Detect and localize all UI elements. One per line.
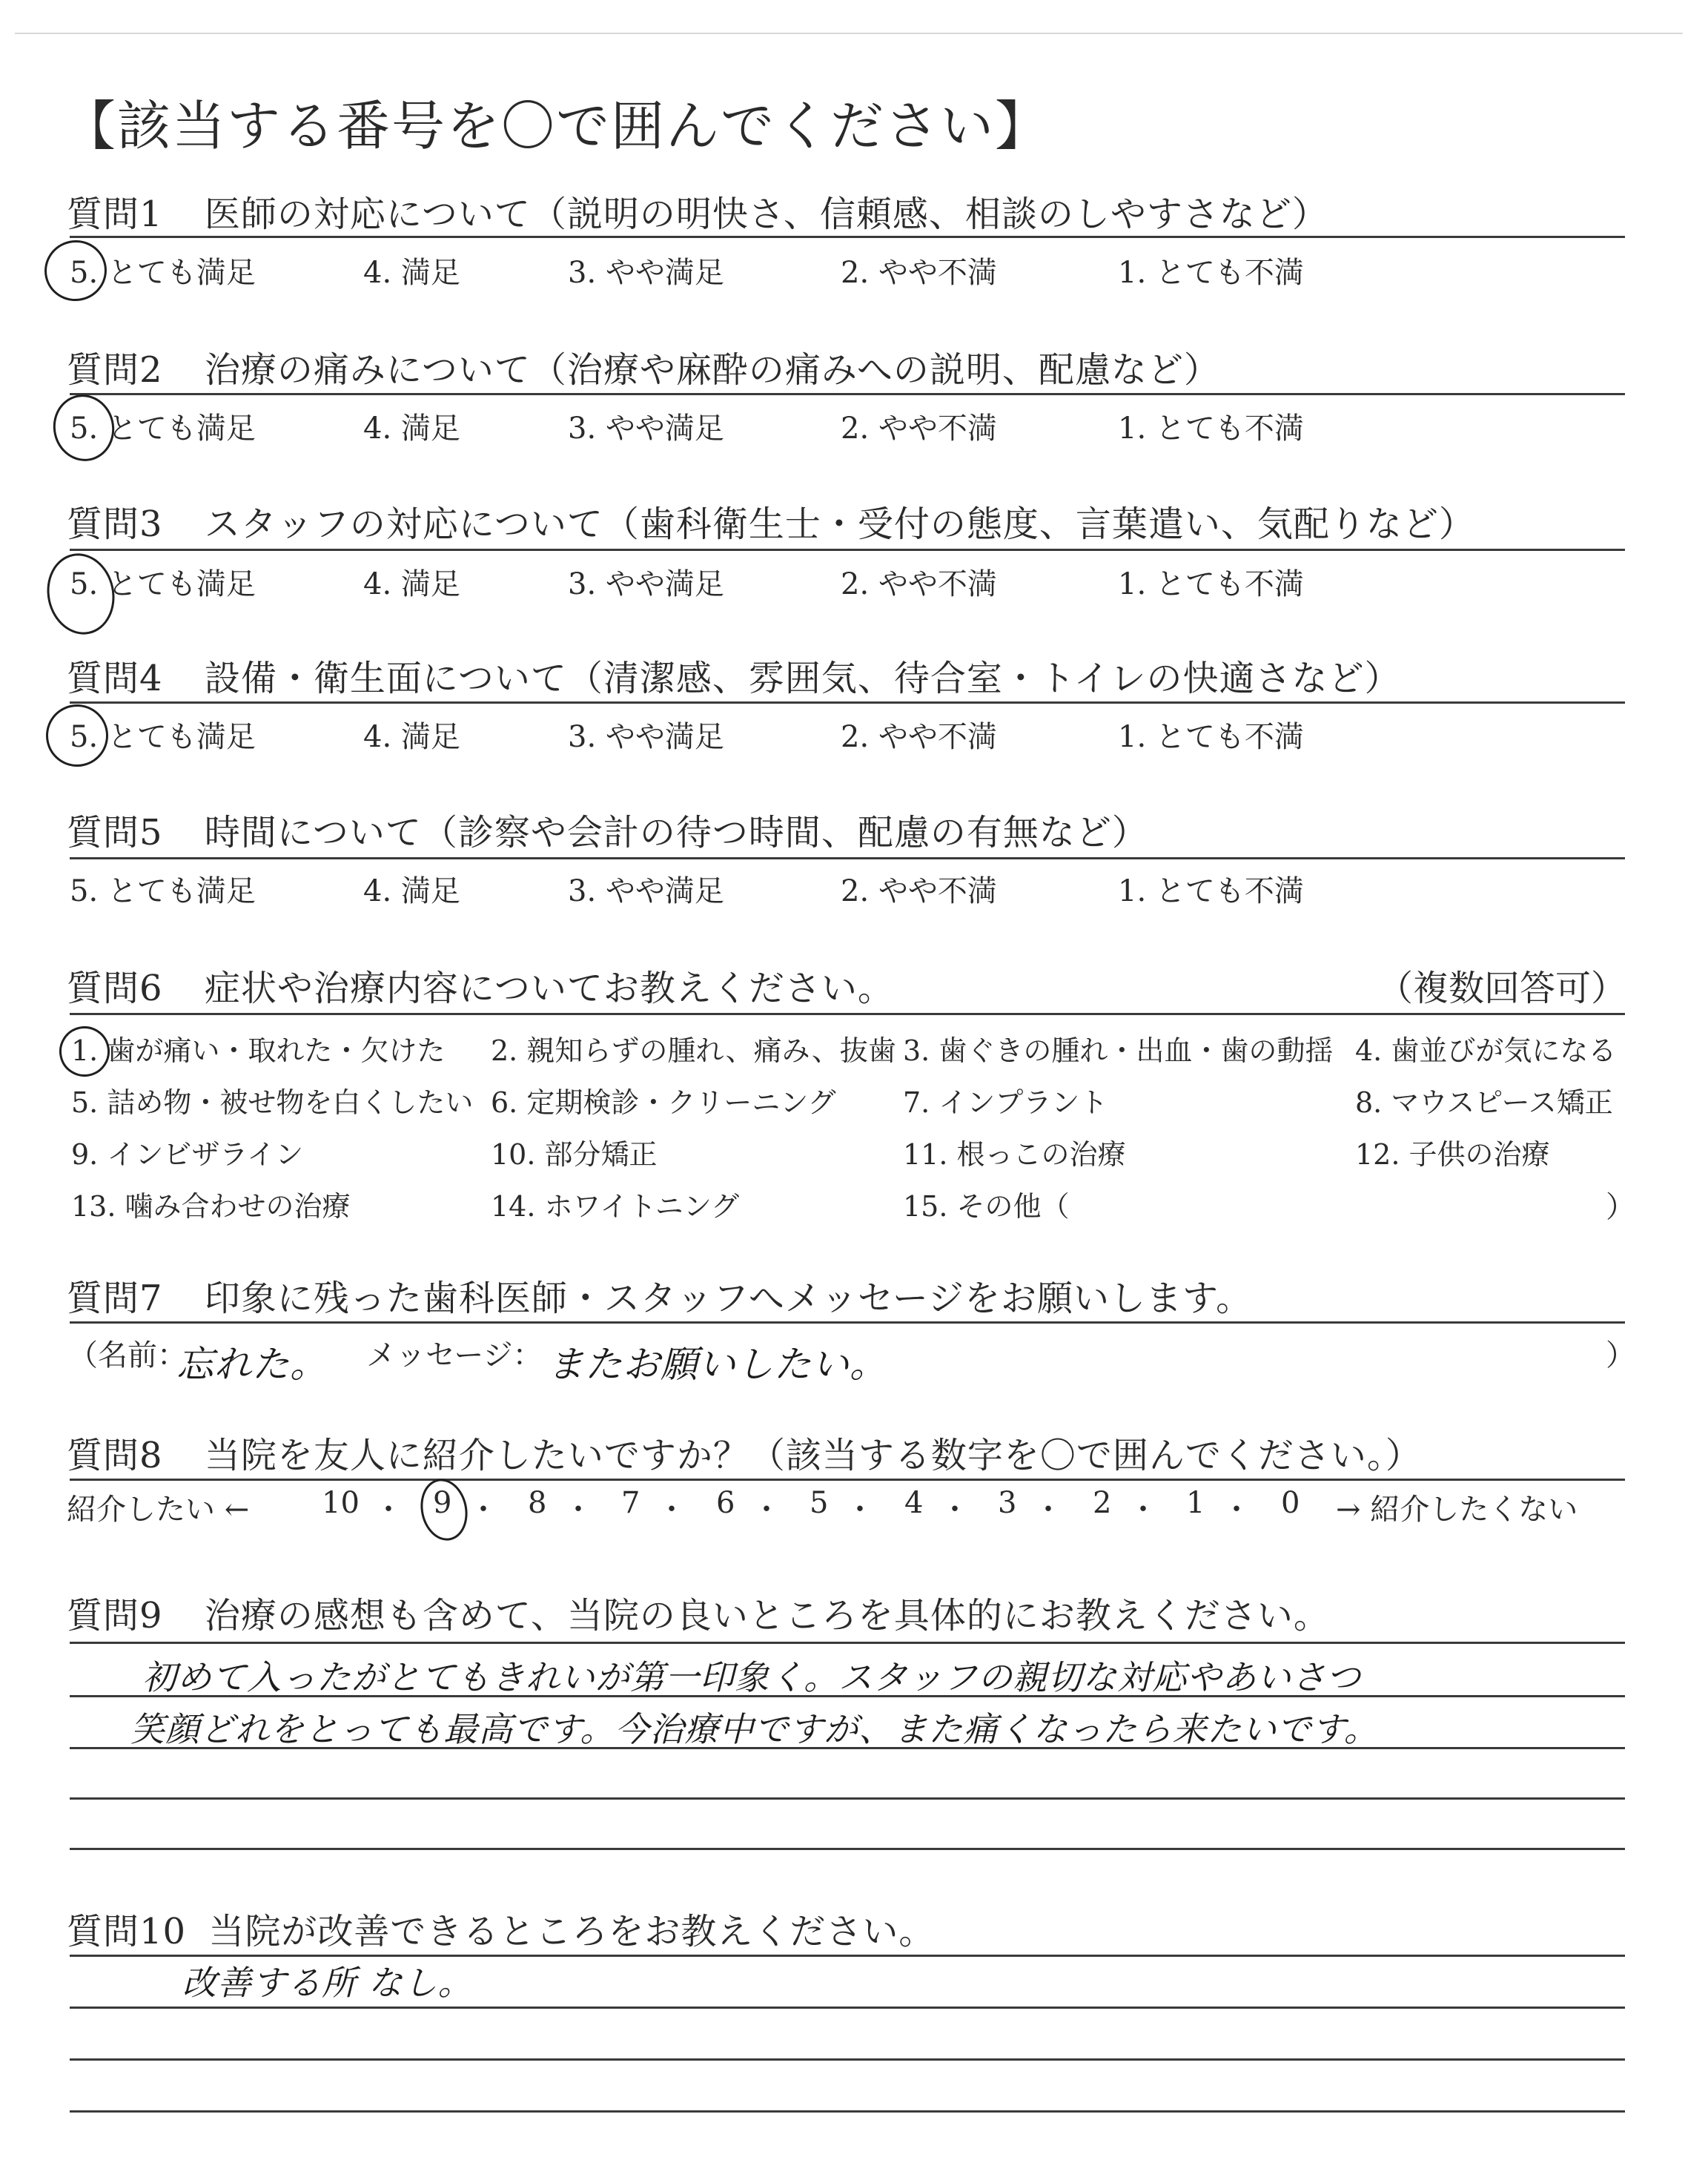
option-13[interactable]: 13. 噛み合わせの治療 [71, 1190, 351, 1223]
scale-separator: ・ [1128, 1493, 1158, 1527]
scale-separator: ・ [563, 1493, 593, 1527]
answer-text-line-2[interactable]: 笑顔どれをとっても最高です。今治療中ですが、また痛くなったら来たいです。 [130, 1709, 1379, 1749]
scale-separator: ・ [1033, 1493, 1063, 1527]
divider [70, 857, 1625, 859]
scale-6[interactable]: 6 [716, 1486, 735, 1520]
scale-separator: ・ [657, 1493, 686, 1527]
option-2[interactable]: 2. やや不満 [841, 567, 997, 601]
question-label: 質問2 [67, 349, 163, 391]
divider [70, 236, 1625, 238]
option-11[interactable]: 11. 根っこの治療 [903, 1138, 1126, 1171]
scale-10[interactable]: 10 [322, 1486, 360, 1520]
question-text: 治療の痛みについて（治療や麻酔の痛みへの説明、配慮など） [204, 349, 1220, 391]
option-7[interactable]: 7. インプラント [903, 1086, 1108, 1119]
option-6[interactable]: 6. 定期検診・クリーニング [491, 1086, 836, 1119]
divider [70, 1479, 1625, 1481]
option-12[interactable]: 12. 子供の治療 [1355, 1138, 1550, 1171]
selection-circle [39, 234, 112, 307]
option-3[interactable]: 3. やや満足 [568, 874, 724, 908]
message-close-paren: ） [1606, 1338, 1635, 1373]
question-label: 質問7 [67, 1278, 163, 1319]
scale-0[interactable]: 0 [1281, 1486, 1300, 1520]
option-3[interactable]: 3. やや満足 [568, 256, 724, 290]
selection-circle [415, 1474, 473, 1545]
answer-line [70, 1642, 1625, 1644]
question-text: 時間について（診察や会計の待つ時間、配慮の有無など） [204, 812, 1148, 853]
message-label: メッセージ： [366, 1338, 543, 1373]
divider [70, 1013, 1625, 1015]
divider [70, 701, 1625, 704]
scale-right-label: → 紹介したくない [1336, 1493, 1578, 1527]
scale-9[interactable]: 9 [433, 1486, 452, 1520]
answer-line [70, 2058, 1625, 2061]
option-4[interactable]: 4. 満足 [363, 412, 460, 446]
selection-circle [47, 389, 121, 466]
scale-separator: ・ [469, 1493, 498, 1527]
name-answer[interactable]: 忘れた。 [176, 1343, 328, 1386]
scale-2[interactable]: 2 [1093, 1486, 1112, 1520]
option-2[interactable]: 2. やや不満 [841, 256, 997, 290]
option-4[interactable]: 4. 満足 [363, 256, 460, 290]
scale-separator: ・ [1222, 1493, 1251, 1527]
scale-separator: ・ [845, 1493, 875, 1527]
question-text: 当院を友人に紹介したいですか？（該当する数字を〇で囲んでください。） [204, 1435, 1422, 1476]
other-close-paren: ） [1606, 1190, 1635, 1224]
question-label: 質問9 [67, 1595, 163, 1636]
question-text: 当院が改善できるところをお教えください。 [208, 1911, 936, 1952]
scale-separator: ・ [752, 1493, 781, 1527]
question-text: 設備・衛生面について（清潔感、雰囲気、待合室・トイレの快適さなど） [204, 658, 1401, 699]
question-text: 治療の感想も含めて、当院の良いところを具体的にお教えください。 [204, 1595, 1330, 1636]
option-3[interactable]: 3. やや満足 [568, 720, 724, 754]
question-label: 質問6 [67, 968, 163, 1009]
option-3[interactable]: 3. やや満足 [568, 412, 724, 446]
option-1[interactable]: 1. とても不満 [1118, 720, 1304, 754]
question-text: 印象に残った歯科医師・スタッフへメッセージをお願いします。 [204, 1278, 1253, 1319]
option-14[interactable]: 14. ホワイトニング [491, 1190, 740, 1223]
option-2[interactable]: 2. やや不満 [841, 412, 997, 446]
option-9[interactable]: 9. インビザライン [71, 1138, 304, 1171]
question-label: 質問8 [67, 1435, 163, 1476]
option-2[interactable]: 2. やや不満 [841, 874, 997, 908]
option-5[interactable]: 5. とても満足 [70, 256, 256, 290]
divider [70, 393, 1625, 395]
question-label: 質問10 [67, 1911, 187, 1952]
answer-line [70, 2007, 1625, 2009]
answer-text-line-1[interactable]: 初めて入ったがとてもきれいが第一印象く。スタッフの親切な対応やあいさつ [142, 1657, 1362, 1697]
answer-line [70, 2110, 1625, 2113]
scale-left-label: 紹介したい ← [67, 1493, 250, 1527]
option-5[interactable]: 5. とても満足 [70, 874, 256, 908]
option-1[interactable]: 1. とても不満 [1118, 412, 1304, 446]
option-2[interactable]: 2. 親知らずの腫れ、痛み、抜歯 [491, 1034, 896, 1067]
option-5[interactable]: 5. 詰め物・被せ物を白くしたい [71, 1086, 474, 1119]
option-1[interactable]: 1. とても不満 [1118, 256, 1304, 290]
option-4[interactable]: 4. 歯並びが気になる [1355, 1034, 1617, 1067]
answer-line [70, 1797, 1625, 1800]
scan-edge [15, 33, 1683, 34]
option-5[interactable]: 5. とても満足 [70, 412, 256, 446]
scale-3[interactable]: 3 [998, 1486, 1017, 1520]
scale-8[interactable]: 8 [528, 1486, 547, 1520]
divider [70, 1321, 1625, 1324]
question-label: 質問4 [67, 658, 163, 699]
question-text: 医師の対応について（説明の明快さ、信頼感、相談のしやすさなど） [204, 194, 1328, 235]
answer-line [70, 1848, 1625, 1850]
form-heading: 【該当する番号を〇で囲んでください】 [62, 95, 1050, 157]
multiple-answers-note: （複数回答可） [1377, 968, 1626, 1009]
option-15[interactable]: 15. その他（ [903, 1190, 1070, 1223]
option-3[interactable]: 3. やや満足 [568, 567, 724, 601]
selection-circle [40, 698, 114, 773]
question-text: 症状や治療内容についてお教えください。 [204, 968, 894, 1009]
option-5[interactable]: 5. とても満足 [70, 567, 256, 601]
question-label: 質問3 [67, 503, 163, 545]
option-2[interactable]: 2. やや不満 [841, 720, 997, 754]
option-4[interactable]: 4. 満足 [363, 720, 460, 754]
scale-7[interactable]: 7 [621, 1486, 640, 1520]
option-1[interactable]: 1. 歯が痛い・取れた・欠けた [71, 1034, 446, 1067]
option-4[interactable]: 4. 満足 [363, 874, 460, 908]
answer-text-line-1[interactable]: 改善する所 なし。 [182, 1963, 473, 2003]
divider [70, 549, 1625, 551]
question-text: スタッフの対応について（歯科衛生士・受付の態度、言葉遣い、気配りなど） [204, 503, 1475, 545]
option-1[interactable]: 1. とても不満 [1118, 874, 1304, 908]
option-3[interactable]: 3. 歯ぐきの腫れ・出血・歯の動揺 [903, 1034, 1334, 1067]
option-10[interactable]: 10. 部分矯正 [491, 1138, 658, 1171]
message-answer[interactable]: またお願いしたい。 [547, 1343, 887, 1386]
scale-1[interactable]: 1 [1186, 1486, 1205, 1520]
name-label: （名前： [68, 1338, 187, 1373]
option-4[interactable]: 4. 満足 [363, 567, 460, 601]
scale-separator: ・ [374, 1493, 403, 1527]
question-label: 質問1 [67, 194, 163, 235]
scale-separator: ・ [940, 1493, 970, 1527]
question-label: 質問5 [67, 812, 163, 853]
scale-4[interactable]: 4 [904, 1486, 924, 1520]
option-1[interactable]: 1. とても不満 [1118, 567, 1304, 601]
option-8[interactable]: 8. マウスピース矯正 [1355, 1086, 1613, 1119]
scale-5[interactable]: 5 [810, 1486, 829, 1520]
option-5[interactable]: 5. とても満足 [70, 720, 256, 754]
